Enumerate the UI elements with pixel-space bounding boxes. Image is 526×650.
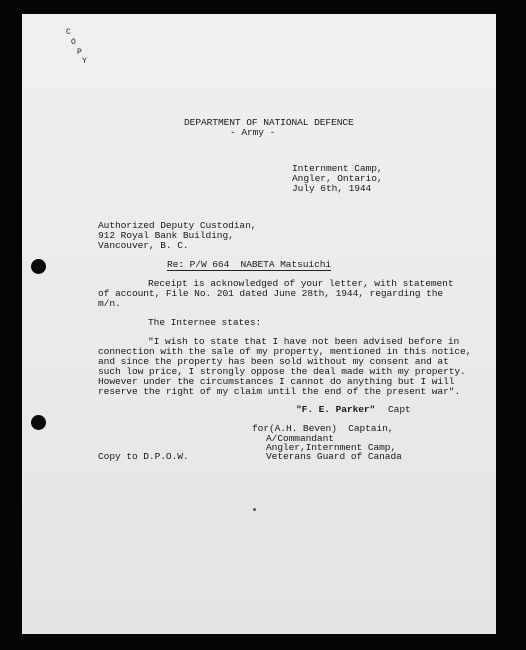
signature-for-line: for(A.H. Beven) Captain,: [252, 423, 394, 434]
internee-states: The Internee states:: [148, 317, 262, 328]
subject-line: Re: P/W 664 NABETA Matsuichi: [167, 259, 332, 270]
signature-title3: Veterans Guard of Canada: [266, 451, 402, 462]
recipient-line2: 912 Royal Bank Building,: [98, 230, 234, 241]
quote-line6: reserve the right of my claim until the end of the present war".: [98, 386, 461, 397]
copy-to-line: Copy to D.P.O.W.: [98, 451, 189, 462]
sender-address-line1: Internment Camp,: [292, 163, 383, 174]
quote-line3: and since the property has been sold without my consent and at: [98, 356, 449, 367]
quote-line1: "I wish to state that I have not been advised before in: [148, 336, 460, 347]
copy-letter-c: C: [66, 28, 71, 37]
body-para1-line3: m/n.: [98, 298, 121, 309]
signature-rank: Capt: [388, 404, 411, 415]
signature-title2: Angler,Internment Camp,: [266, 442, 397, 453]
signature-title1: A/Commandant: [266, 433, 334, 444]
recipient-line3: Vancouver, B. C.: [98, 240, 189, 251]
copy-letter-o: O: [71, 38, 76, 47]
copy-letter-p: P: [77, 48, 82, 57]
recipient-line1: Authorized Deputy Custodian,: [98, 220, 257, 231]
quote-line4: such low price, I strongly oppose the deal made with my property.: [98, 366, 466, 377]
quote-line5: However under the circumstances I cannot do anything but I will: [98, 376, 455, 387]
copy-letter-y: Y: [82, 57, 87, 66]
body-para1-line2: of account, File No. 201 dated June 28th, 1944, regarding the: [98, 288, 444, 299]
body-para1-line1: Receipt is acknowledged of your letter, with statement: [148, 278, 454, 289]
punch-hole-top: [31, 259, 46, 274]
paper-speck: [253, 508, 256, 511]
branch-heading: - Army -: [230, 127, 276, 138]
department-heading: DEPARTMENT OF NATIONAL DEFENCE: [184, 117, 354, 128]
signature-name: "F. E. Parker": [296, 404, 376, 415]
punch-hole-bottom: [31, 415, 46, 430]
sender-address-line2: Angler, Ontario,: [292, 173, 383, 184]
letter-date: July 6th, 1944: [292, 183, 372, 194]
quote-line2: connection with the sale of my property, mentioned in this notice,: [98, 346, 472, 357]
